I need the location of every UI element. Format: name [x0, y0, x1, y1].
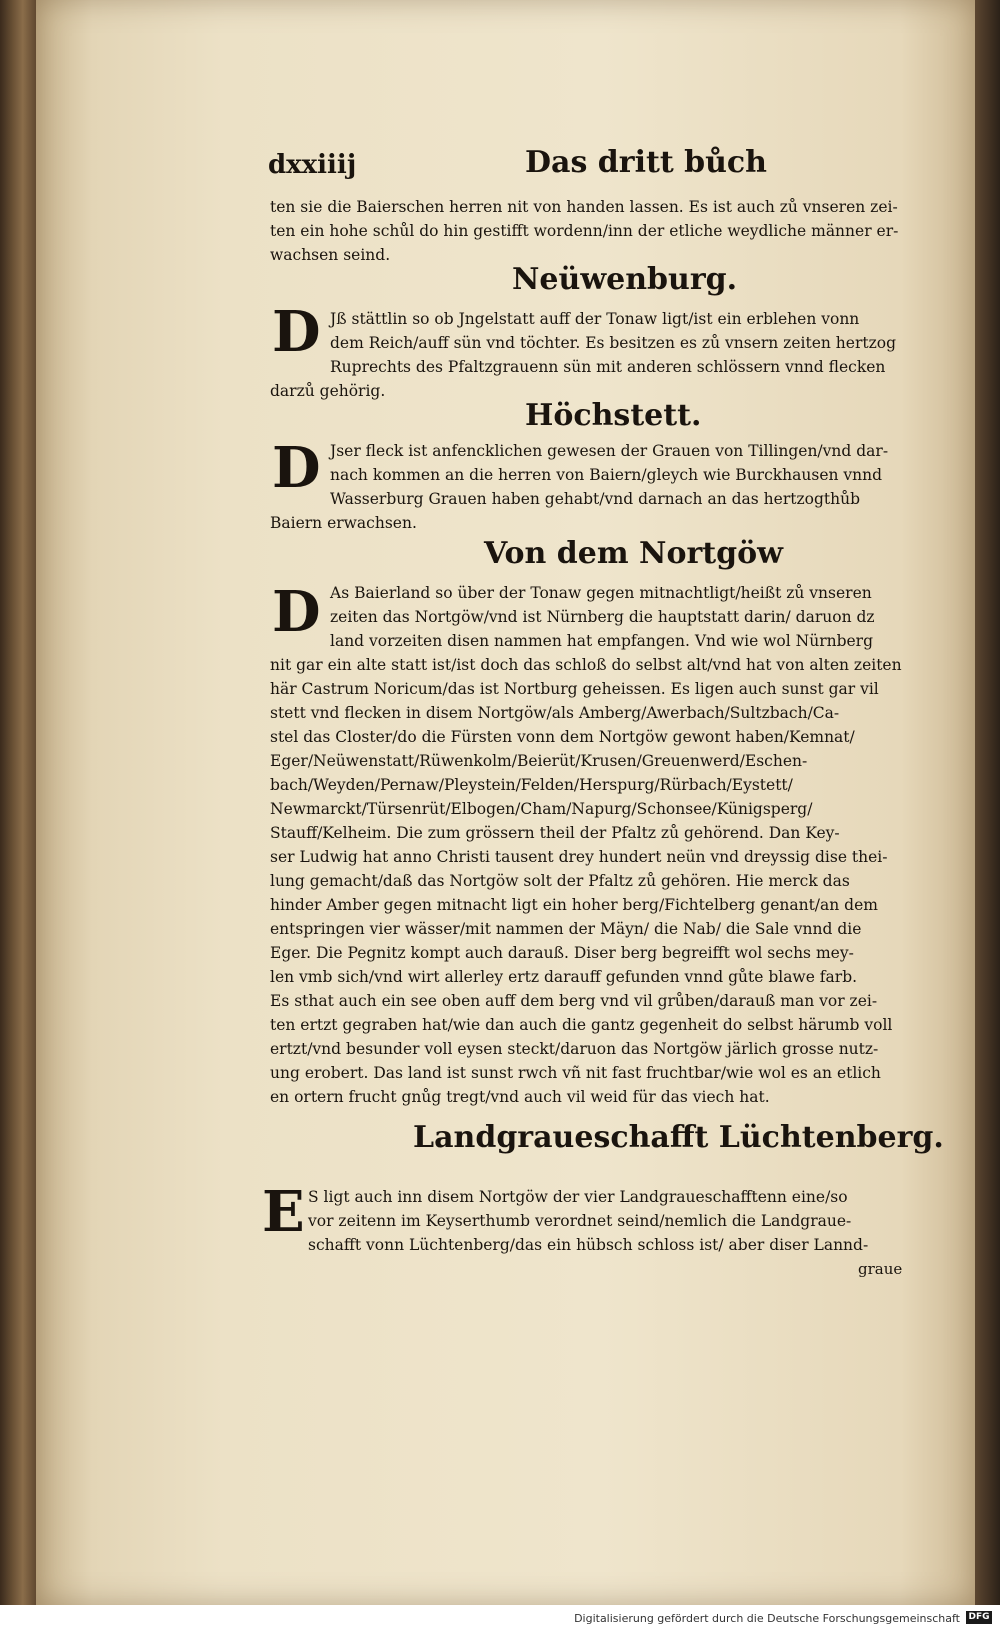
- text-line: lung gemacht/daß das Nortgöw solt der Pfaltz zů gehören. Hie merck das: [270, 872, 850, 890]
- text-line: Jser fleck ist anfencklichen gewesen der Grauen von Tillingen/vnd dar-: [330, 442, 889, 460]
- section-heading: Landgraueschafft Lüchtenberg.: [413, 1120, 944, 1155]
- text-line: ten sie die Baierschen herren nit von handen lassen. Es ist auch zů vnseren zei-: [270, 198, 898, 216]
- section-heading: Von dem Nortgöw: [484, 536, 783, 571]
- text-line: Stauff/Kelheim. Die zum grössern theil der Pfaltz zů gehörend. Dan Key-: [270, 824, 840, 842]
- text-line: Jß stättlin so ob Jngelstatt auff der Tonaw ligt/ist ein erblehen vonn: [330, 310, 860, 328]
- text-line: S ligt auch inn disem Nortgöw der vier Landgraueschafftenn eine/so: [308, 1188, 848, 1206]
- text-line: Es sthat auch ein see oben auff dem berg vnd vil grůben/darauß man vor zei-: [270, 992, 878, 1010]
- drop-initial: E: [262, 1179, 305, 1245]
- text-line: här Castrum Noricum/das ist Nortburg geheissen. Es ligen auch sunst gar vil: [270, 680, 879, 698]
- text-line: Baiern erwachsen.: [270, 514, 417, 532]
- drop-initial: D: [272, 435, 321, 501]
- book-spine-edge: [0, 0, 38, 1630]
- text-line: ser Ludwig hat anno Christi tausent drey hundert neün vnd dreyssig dise thei-: [270, 848, 888, 866]
- dfg-logo: DFG: [966, 1611, 992, 1624]
- running-title: Das dritt bůch: [525, 145, 767, 180]
- text-line: dem Reich/auff sün vnd töchter. Es besitzen es zů vnsern zeiten hertzog: [330, 334, 897, 352]
- text-line: en ortern frucht gnůg tregt/vnd auch vil weid für das viech hat.: [270, 1088, 770, 1106]
- text-line: entspringen vier wässer/mit nammen der Mäyn/ die Nab/ die Sale vnnd die: [270, 920, 862, 938]
- text-line: ung erobert. Das land ist sunst rwch vñ nit fast fruchtbar/wie wol es an etlich: [270, 1064, 881, 1082]
- text-line: hinder Amber gegen mitnacht ligt ein hoher berg/Fichtelberg genant/an dem: [270, 896, 878, 914]
- text-line: wachsen seind.: [270, 246, 391, 264]
- drop-initial: D: [272, 299, 321, 365]
- text-line: stel das Closter/do die Fürsten vonn dem Nortgöw gewont haben/Kemnat/: [270, 728, 855, 746]
- text-line: len vmb sich/vnd wirt allerley ertz darauff gefunden vnnd gůte blawe farb.: [270, 968, 858, 986]
- drop-initial: D: [272, 579, 321, 645]
- text-line: Newmarckt/Türsenrüt/Elbogen/Cham/Napurg/Schonsee/Künigsperg/: [270, 800, 813, 818]
- catchword: graue: [858, 1260, 903, 1278]
- text-line: nach kommen an die herren von Baiern/gleych wie Burckhausen vnnd: [330, 466, 883, 484]
- text-line: stett vnd flecken in disem Nortgöw/als Amberg/Awerbach/Sultzbach/Ca-: [270, 704, 840, 722]
- text-line: zeiten das Nortgöw/vnd ist Nürnberg die hauptstatt darin/ daruon dz: [330, 608, 875, 626]
- text-line: As Baierland so über der Tonaw gegen mitnachtligt/heißt zů vnseren: [330, 584, 872, 602]
- text-line: darzů gehörig.: [270, 382, 386, 400]
- folio-number: dxxiiij: [268, 150, 357, 180]
- text-line: vor zeitenn im Keyserthumb verordnet seind/nemlich die Landgraue-: [308, 1212, 852, 1230]
- text-line: ten ertzt gegraben hat/wie dan auch die gantz gegenheit do selbst härumb voll: [270, 1016, 893, 1034]
- text-line: ertzt/vnd besunder voll eysen steckt/daruon das Nortgöw järlich grosse nutz-: [270, 1040, 879, 1058]
- text-line: bach/Weyden/Pernaw/Pleystein/Felden/Herspurg/Rürbach/Eystett/: [270, 776, 793, 794]
- text-line: Wasserburg Grauen haben gehabt/vnd darnach an das hertzogthůb: [330, 490, 860, 508]
- page-right-edge: [975, 0, 1000, 1605]
- text-line: ten ein hohe schůl do hin gestifft wordenn/inn der etliche weydliche männer er-: [270, 222, 899, 240]
- text-line: schafft vonn Lüchtenberg/das ein hübsch schloss ist/ aber diser Lannd-: [308, 1236, 869, 1254]
- text-line: Eger. Die Pegnitz kompt auch darauß. Diser berg begreifft wol sechs mey-: [270, 944, 854, 962]
- text-line: Ruprechts des Pfaltzgrauenn sün mit anderen schlössern vnnd flecken: [330, 358, 886, 376]
- text-line: nit gar ein alte statt ist/ist doch das schloß do selbst alt/vnd hat von alten zeiten: [270, 656, 902, 674]
- section-heading: Neüwenburg.: [512, 262, 738, 297]
- digitization-credit: Digitalisierung gefördert durch die Deutsche Forschungsgemeinschaft: [574, 1612, 960, 1625]
- section-heading: Höchstett.: [525, 398, 702, 433]
- text-line: Eger/Neüwenstatt/Rüwenkolm/Beierüt/Krusen/Greuenwerd/Eschen-: [270, 752, 808, 770]
- text-line: land vorzeiten disen nammen hat empfangen. Vnd wie wol Nürnberg: [330, 632, 874, 650]
